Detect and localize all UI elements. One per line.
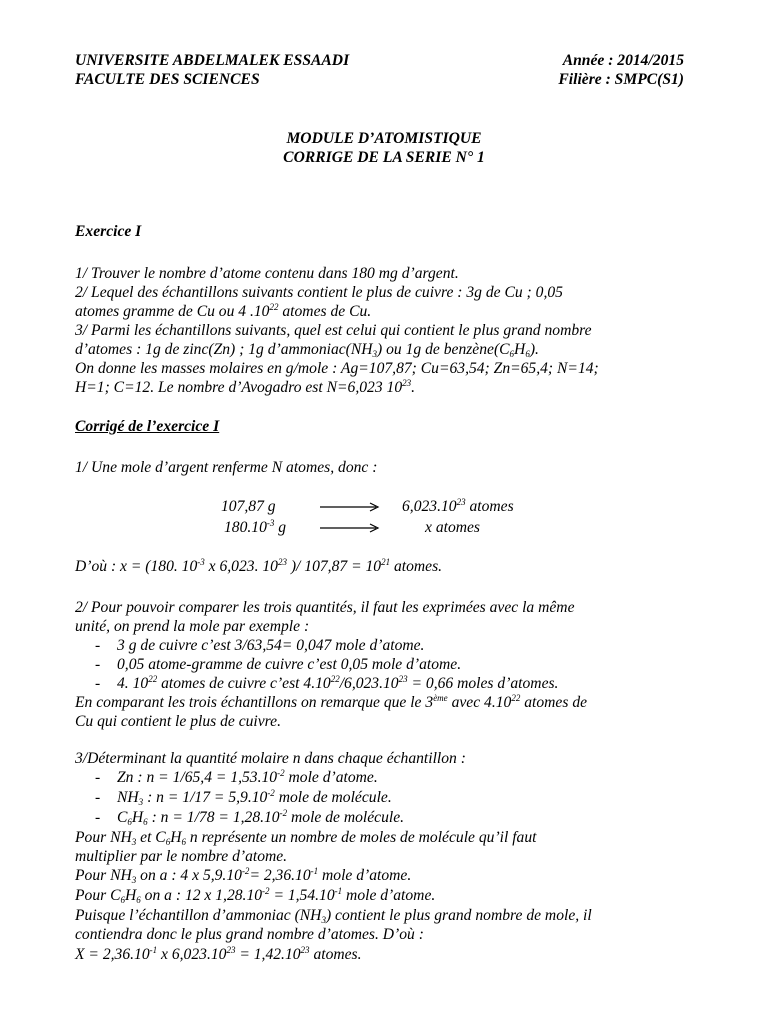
- part-2-line-1: 2/ Pour pouvoir comparer les trois quantités, il faut les exprimées avec la même: [75, 599, 575, 616]
- part-3-line-4: Pour $C_6H_6$ on a : 12 x $1,28.10^{-2} = 1,54.10^{-1}$ mole d’atome.: [75, 886, 436, 905]
- arrow-right-icon: [320, 521, 382, 540]
- part-3-line-3: Pour $NH_3$ on a : 4 x $5,9.10^{-2}= 2,36.10^{-1}$ mole d’atome.: [75, 866, 412, 885]
- arrow-right-icon: [320, 500, 382, 519]
- proportion-row-1-left: 107,87 g: [221, 498, 276, 515]
- series-title: CORRIGE DE LA SERIE N° 1: [283, 149, 485, 166]
- question-1: 1/ Trouver le nombre d’atome contenu dans 180 mg d’argent.: [75, 265, 459, 282]
- question-2-line-2: atomes gramme de Cu ou 4 $.10^{22}$ atomes de Cu.: [75, 302, 372, 320]
- list-item: 3 g de cuivre c’est 3/63,54= 0,047 mole d’atome.: [117, 637, 425, 654]
- university-name: UNIVERSITE ABDELMALEK ESSAADI: [75, 52, 350, 69]
- bullet-dash: -: [95, 656, 101, 673]
- part-3-line-6: contiendra donc le plus grand nombre d’atomes. D’où :: [75, 926, 424, 943]
- part-3-line-1: Pour $NH_3$ et $C_6H_6$ n représente un nombre de moles de molécule qu’il faut: [75, 829, 537, 847]
- part-3-final-result: $X = 2,36.10^{-1}$ x $6,023.10^{23} = 1,42.10^{23}$ atomes.: [75, 945, 362, 963]
- part-2-conclusion-line-2: Cu qui contient le plus de cuivre.: [75, 713, 281, 730]
- bullet-dash: -: [95, 789, 101, 806]
- data-line-1: On donne les masses molaires en g/mole : Ag=107,87; Cu=63,54; Zn=65,4; N=14;: [75, 360, 599, 377]
- proportion-row-1-right: 6,023.10$^{23}$ atomes: [402, 497, 514, 515]
- correction-heading: Corrigé de l’exercice I: [75, 418, 220, 435]
- bullet-dash: -: [95, 809, 101, 826]
- bullet-dash: -: [95, 637, 101, 654]
- part-3-intro: 3/Déterminant la quantité molaire n dans chaque échantillon :: [75, 750, 466, 767]
- exercise-heading: Exercice I: [75, 223, 142, 240]
- list-item: 4. $10^{22}$ atomes de cuivre c’est $4.10^{22}/6,023.10^{23} = 0,66$ moles d’atomes.: [117, 674, 559, 692]
- list-item: 0,05 atome-gramme de cuivre c’est 0,05 mole d’atome.: [117, 656, 462, 673]
- track: Filière : SMPC(S1): [558, 71, 684, 88]
- list-item: $C_6H_6$ : $n = 1/78 = 1,28.10^{-2}$ mole de molécule.: [117, 808, 405, 827]
- question-3-line-1: 3/ Parmi les échantillons suivants, quel est celui qui contient le plus grand nombre: [75, 322, 592, 339]
- bullet-dash: -: [95, 675, 101, 692]
- list-item: $NH_3$ : $n = 1/17 = 5,9.10^{-2}$ mole de molécule.: [117, 788, 392, 807]
- part-1-result: D’où : x = (180. $10^{-3}$ x 6,023. $10^{23}$ )/ $107,87 = 10^{21}$ atomes.: [75, 557, 443, 575]
- part-3-line-5: Puisque l’échantillon d’ammoniac $(NH_3)$ contient le plus grand nombre de mole, il: [75, 907, 592, 925]
- academic-year: Année : 2014/2015: [562, 52, 684, 69]
- part-2-conclusion-line-1: En comparant les trois échantillons on remarque que le 3ème avec 4.10$^{22}$ atomes de: [75, 693, 588, 711]
- question-3-line-2: d’atomes : 1g de zinc(Zn) ; 1g $d’ammoniac(NH_3)$ ou 1g de $benzène(C_6H_6)$.: [75, 341, 539, 359]
- part-3-line-2: multiplier par le nombre d’atome.: [75, 848, 288, 865]
- proportion-row-2-right: x atomes: [425, 519, 480, 536]
- question-2-line-1: 2/ Lequel des échantillons suivants contient le plus de cuivre : 3g de Cu ; 0,05: [75, 284, 563, 301]
- data-line-2: H=1; C=12. Le nombre d’Avogadro est N=6,023 $10^{23}$.: [75, 378, 416, 396]
- part-1-intro: 1/ Une mole d’argent renferme N atomes, donc :: [75, 459, 378, 476]
- list-item: Zn : $n = 1/65,4 = 1,53.10^{-2}$ mole d’atome.: [117, 768, 378, 786]
- faculty-name: FACULTE DES SCIENCES: [75, 71, 260, 88]
- bullet-dash: -: [95, 769, 101, 786]
- proportion-row-2-left: $180.10^{-3}$ g: [224, 518, 287, 536]
- part-2-line-2: unité, on prend la mole par exemple :: [75, 618, 310, 635]
- module-title: MODULE D’ATOMISTIQUE: [286, 130, 482, 147]
